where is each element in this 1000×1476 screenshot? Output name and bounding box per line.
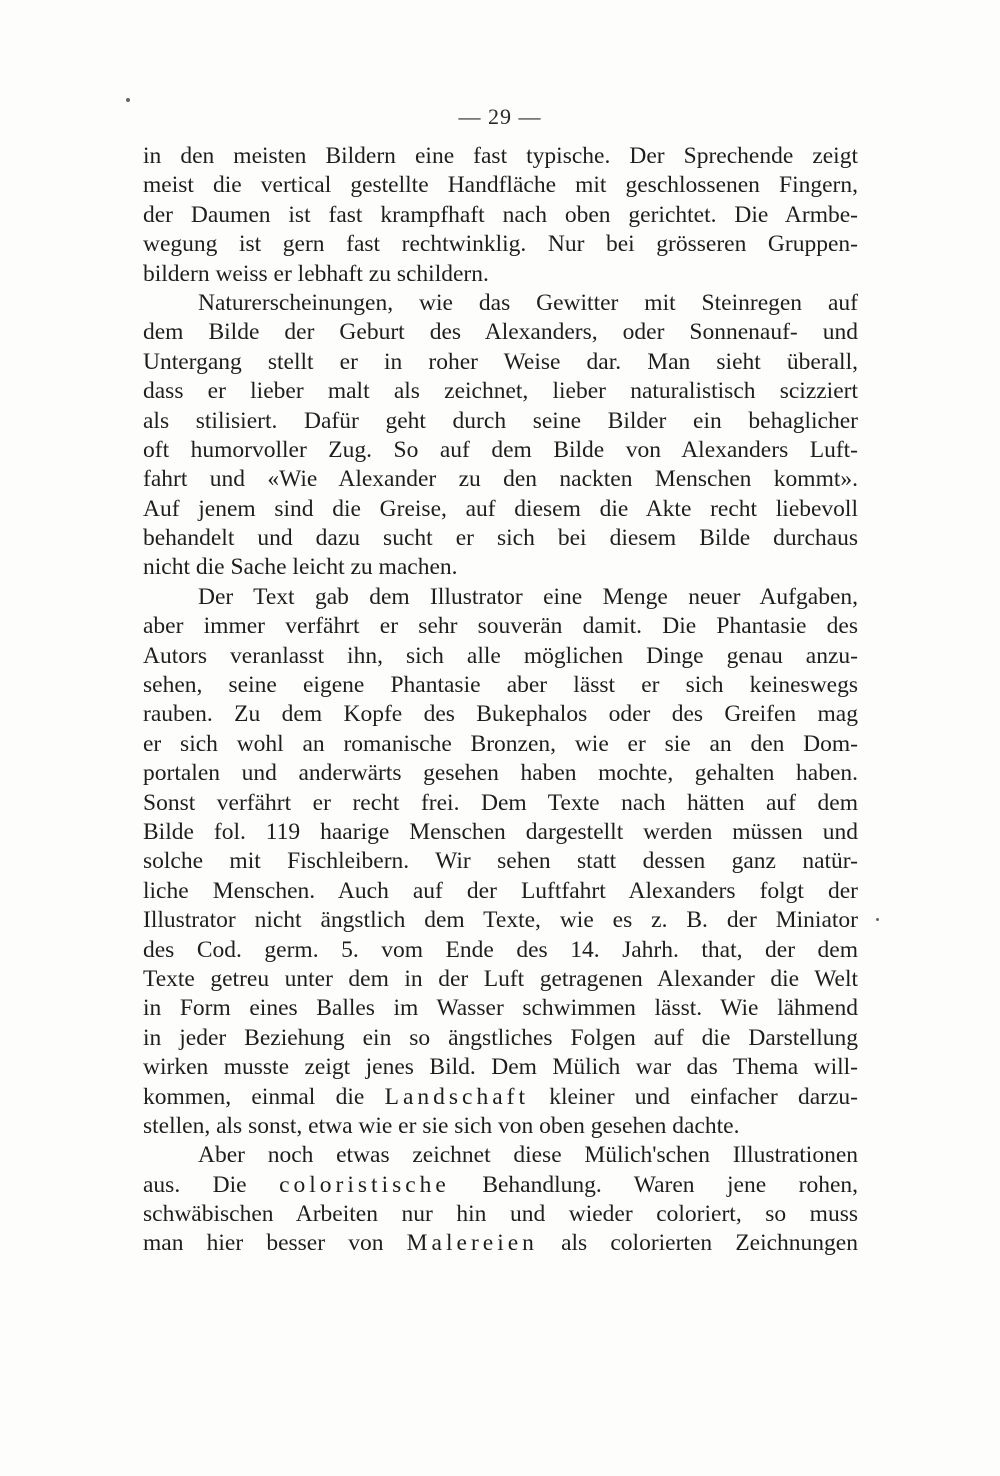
print-speck bbox=[126, 98, 130, 102]
spaced-word: Malereien bbox=[406, 1230, 538, 1257]
text-line: des Cod. germ. 5. vom Ende des 14. Jahrh. that, der dem bbox=[143, 936, 858, 963]
text-line: Autors veranlasst ihn, sich alle möglichen Dinge genau anzu- bbox=[143, 642, 858, 669]
text-line: in den meisten Bildern eine fast typische. Der Sprechende zeigt bbox=[143, 143, 858, 169]
text-line: solche mit Fischleibern. Wir sehen statt dessen ganz natür- bbox=[143, 848, 858, 875]
paragraph-2 bbox=[143, 289, 858, 583]
text-line: Texte getreu unter dem in der Luft getragenen Alexander die Welt bbox=[143, 965, 858, 992]
paragraph-3 bbox=[143, 583, 858, 1141]
text-line: dem Bilde der Geburt des Alexanders, oder Sonnenauf- und bbox=[143, 319, 858, 346]
text-line: sehen, seine eigene Phantasie aber lässt er sich keineswegs bbox=[143, 672, 858, 699]
text-line: bildern weiss er lebhaft zu schildern. bbox=[143, 260, 489, 287]
spaced-word: Landschaft bbox=[384, 1083, 529, 1110]
text-line: Auf jenem sind die Greise, auf diesem die Akte recht liebevoll bbox=[143, 495, 858, 522]
text-line: oft humorvoller Zug. So auf dem Bilde von Alexanders Luft- bbox=[143, 436, 858, 463]
text-run: kleiner und einfacher darzu- bbox=[529, 1083, 858, 1110]
text-line: Naturerscheinungen, wie das Gewitter mit Steinregen auf bbox=[198, 289, 858, 316]
text-line-spaced bbox=[143, 1083, 858, 1112]
text-line: in Form eines Balles im Wasser schwimmen lässt. Wie lähmend bbox=[143, 995, 858, 1022]
text-line: schwäbischen Arbeiten nur hin und wieder coloriert, so muss bbox=[143, 1201, 858, 1228]
text-line: aber immer verfährt er sehr souverän damit. Die Phantasie des bbox=[143, 613, 858, 640]
text-line: Illustrator nicht ängstlich dem Texte, wie es z. B. der Miniator bbox=[143, 907, 858, 934]
text-line: dass er lieber malt als zeichnet, lieber naturalistisch scizziert bbox=[143, 378, 858, 405]
text-line: der Daumen ist fast krampfhaft nach oben gerichtet. Die Armbe- bbox=[143, 201, 858, 228]
text-line: in jeder Beziehung ein so ängstliches Folgen auf die Darstellung bbox=[143, 1024, 858, 1051]
text-line: Aber noch etwas zeichnet diese Mülich'schen Illustrationen bbox=[198, 1142, 858, 1169]
text-run: man hier besser von bbox=[143, 1230, 407, 1257]
text-line: fahrt und «Wie Alexander zu den nackten Menschen kommt». bbox=[143, 466, 858, 493]
paragraph-1 bbox=[143, 142, 858, 289]
text-run: als colorierten Zeichnungen bbox=[537, 1230, 858, 1257]
text-line: rauben. Zu dem Kopfe des Bukephalos oder des Greifen mag bbox=[143, 701, 858, 728]
text-line: portalen und anderwärts gesehen haben mochte, gehalten haben. bbox=[143, 760, 858, 787]
text-line: als stilisiert. Dafür geht durch seine Bilder ein behaglicher bbox=[143, 407, 858, 434]
body-text bbox=[143, 142, 858, 1259]
text-line: behandelt und dazu sucht er sich bei diesem Bilde durchaus bbox=[143, 525, 858, 552]
text-line: er sich wohl an romanische Bronzen, wie er sie an den Dom- bbox=[143, 730, 858, 757]
page-number: — 29 — bbox=[458, 104, 542, 129]
text-line: liche Menschen. Auch auf der Luftfahrt Alexanders folgt der bbox=[143, 877, 858, 904]
text-line: stellen, als sonst, etwa wie er sie sich von oben gesehen dachte. bbox=[143, 1112, 740, 1139]
text-line-spaced bbox=[143, 1229, 858, 1258]
text-line: wirken musste zeigt jenes Bild. Dem Mülich war das Thema will- bbox=[143, 1054, 858, 1081]
text-line: Bilde fol. 119 haarige Menschen dargestellt werden müssen und bbox=[143, 818, 858, 845]
text-line: Sonst verfährt er recht frei. Dem Texte nach hätten auf dem bbox=[143, 789, 858, 816]
text-run: Behandlung. Waren jene rohen, bbox=[449, 1171, 858, 1198]
paragraph-4 bbox=[143, 1141, 858, 1259]
text-line: wegung ist gern fast rechtwinklig. Nur bei grösseren Gruppen- bbox=[143, 231, 858, 258]
text-run: aus. Die bbox=[143, 1171, 280, 1198]
text-line-spaced bbox=[143, 1171, 858, 1200]
print-speck bbox=[876, 918, 879, 921]
text-line: Untergang stellt er in roher Weise dar. Man sieht überall, bbox=[143, 348, 858, 375]
text-line: meist die vertical gestellte Handfläche mit geschlossenen Fingern, bbox=[143, 172, 858, 199]
text-run: kommen, einmal die bbox=[143, 1083, 385, 1110]
text-line: Der Text gab dem Illustrator eine Menge neuer Aufgaben, bbox=[198, 583, 858, 610]
text-line: nicht die Sache leicht zu machen. bbox=[143, 554, 458, 581]
spaced-word: coloristische bbox=[279, 1171, 450, 1198]
